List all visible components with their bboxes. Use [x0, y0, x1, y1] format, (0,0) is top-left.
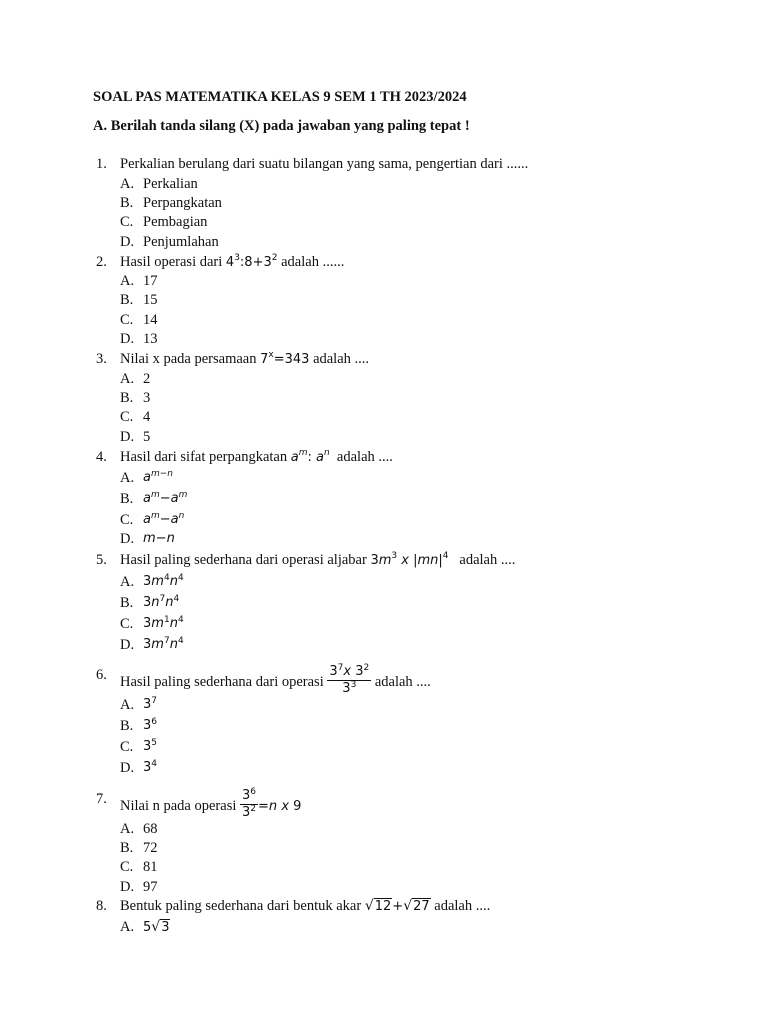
option-letter: C. [120, 512, 134, 528]
option-letter: D. [120, 879, 135, 895]
question-number: 7. [96, 791, 107, 807]
section-instruction: A. Berilah tanda silang (X) pada jawaban yang paling tepat ! [93, 118, 470, 134]
question-number: 6. [96, 667, 107, 683]
expression: $4^3:8+3^2$ [225, 253, 278, 270]
option-letter: D. [120, 331, 135, 347]
option-expression: $3^7$ [143, 696, 158, 712]
option-letter: A. [120, 821, 135, 837]
option-text: 97 [143, 879, 158, 895]
question-text: Nilai x pada persamaan $7^x=343$ adalah .... [120, 350, 370, 367]
option-expression: $3^4$ [143, 759, 158, 775]
option-text: 3 [143, 390, 151, 406]
option-text: 14 [143, 312, 158, 328]
sqrt-expression: √27 [403, 898, 430, 914]
option-letter: C. [120, 409, 134, 425]
question-text: Hasil paling sederhana dari operasi $\frac{3^7x 3^2}{3^3}$ adalah .... [120, 663, 431, 696]
option-letter: A. [120, 371, 135, 387]
option-letter: B. [120, 195, 134, 211]
option-text: 81 [143, 859, 158, 875]
option-letter: C. [120, 616, 134, 632]
sqrt-expression: √12 [364, 898, 392, 914]
option-text: 5 [143, 429, 151, 445]
option-text: Perkalian [143, 176, 198, 192]
option-text: 68 [143, 821, 158, 837]
expression: $7^x=343$ [260, 350, 310, 367]
option-letter: C. [120, 859, 134, 875]
option-letter: B. [120, 595, 134, 611]
option-letter: B. [120, 840, 134, 856]
option-expression: $3n^7n^4$ [143, 594, 180, 610]
question-number: 3. [96, 351, 107, 367]
question-number: 8. [96, 898, 107, 914]
option-letter: D. [120, 760, 135, 776]
question-number: 5. [96, 552, 107, 568]
option-letter: A. [120, 697, 135, 713]
question-number: 2. [96, 254, 107, 270]
expression: $a^m$: $a^n$ [290, 448, 330, 465]
question-text: Nilai n pada operasi $\frac{3^6}{3^2}$ =n x 9 [120, 787, 302, 820]
option-expression: $3^5$ [143, 738, 158, 754]
option-text: 17 [143, 273, 158, 289]
option-letter: B. [120, 390, 134, 406]
option-letter: D. [120, 234, 135, 250]
option-text: Penjumlahan [143, 234, 219, 250]
option-expression: $3m^1n^4$ [143, 615, 184, 631]
option-expression: $3m^4n^4$ [143, 573, 184, 589]
document-title: SOAL PAS MATEMATIKA KELAS 9 SEM 1 TH 2023/2024 [93, 89, 467, 105]
option-expression: $a^m-a^m$ [143, 490, 188, 506]
fraction-expression: $\frac{3^6}{3^2}$ [242, 787, 257, 820]
question-text: Bentuk paling sederhana dari bentuk akar √12+√27 adalah .... [120, 898, 491, 914]
option-letter: A. [120, 574, 135, 590]
question-number: 1. [96, 156, 107, 172]
option-expression: $a^m-a^n$ [143, 511, 185, 527]
option-letter: A. [120, 919, 135, 935]
option-letter: D. [120, 637, 135, 653]
option-letter: C. [120, 739, 134, 755]
option-text: 4 [143, 409, 151, 425]
option-letter: A. [120, 470, 135, 486]
option-text: 15 [143, 292, 158, 308]
question-number: 4. [96, 449, 107, 465]
option-expression: $3m^7n^4$ [143, 636, 184, 652]
option-expression: 5√3 [143, 919, 170, 935]
option-letter: A. [120, 176, 135, 192]
option-expression: m−n [143, 531, 175, 546]
option-text: Pembagian [143, 214, 208, 230]
option-text: 13 [143, 331, 158, 347]
option-text: 72 [143, 840, 158, 856]
option-letter: B. [120, 292, 134, 308]
question-text: Hasil paling sederhana dari operasi aljabar $3m^3$ x $|mn|^4$ adalah .... [120, 551, 516, 568]
option-letter: B. [120, 491, 134, 507]
question-text: Hasil operasi dari $4^3:8+3^2$ adalah ...... [120, 253, 345, 270]
option-letter: B. [120, 718, 134, 734]
option-expression: $3^6$ [143, 717, 158, 733]
question-text: Hasil dari sifat perpangkatan $a^m$: $a^n$ adalah .... [120, 448, 393, 465]
option-letter: D. [120, 429, 135, 445]
expression: $3m^3$ x $|mn|^4$ [370, 551, 449, 568]
option-letter: A. [120, 273, 135, 289]
option-letter: C. [120, 214, 134, 230]
option-text: Perpangkatan [143, 195, 222, 211]
option-expression: $a^{m-n}$ [143, 469, 174, 485]
option-letter: C. [120, 312, 134, 328]
option-text: 2 [143, 371, 151, 387]
question-text: Perkalian berulang dari suatu bilangan yang sama, pengertian dari ...... [120, 156, 529, 172]
fraction-expression: $\frac{3^7x 3^2}{3^3}$ [329, 663, 370, 696]
option-letter: D. [120, 531, 135, 547]
